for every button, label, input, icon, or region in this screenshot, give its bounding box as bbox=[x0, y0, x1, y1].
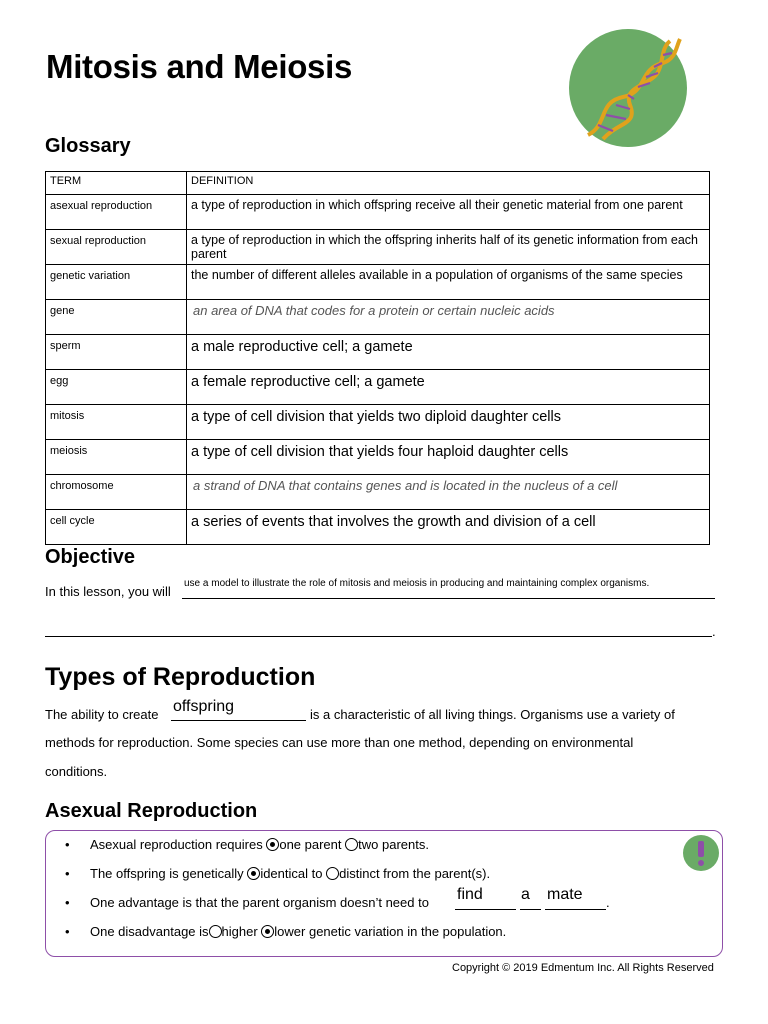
table-row bbox=[46, 195, 710, 230]
question-3 bbox=[65, 895, 429, 910]
question-2 bbox=[65, 866, 490, 881]
glossary-heading: Glossary bbox=[45, 135, 131, 157]
types-line2: methods for reproduction. Some species can use more than one method, depending on environmental bbox=[45, 735, 634, 750]
question-prefix: Asexual reproduction requires bbox=[90, 837, 263, 852]
question-prefix: One advantage is that the parent organism doesn’t need to bbox=[90, 895, 429, 910]
radio-two-parents[interactable] bbox=[345, 838, 358, 851]
answer-field-mate[interactable]: mate bbox=[547, 886, 583, 903]
table-row bbox=[46, 265, 710, 300]
asexual-heading: Asexual Reproduction bbox=[45, 800, 258, 822]
question-prefix: The offspring is genetically bbox=[90, 866, 244, 881]
table-row bbox=[46, 300, 710, 335]
table-row bbox=[46, 405, 710, 440]
table-row bbox=[46, 370, 710, 405]
objective-heading: Objective bbox=[45, 546, 136, 568]
radio-label: identical to bbox=[260, 866, 323, 881]
blank-line bbox=[545, 909, 606, 910]
question-end-mark: . bbox=[606, 895, 610, 910]
table-row bbox=[46, 510, 710, 545]
term-cell: asexual reproduction bbox=[46, 195, 187, 230]
definition-cell: a type of reproduction in which offspring receive all their genetic material from one parent bbox=[187, 195, 710, 230]
table-header-row bbox=[46, 172, 710, 195]
radio-label: higher bbox=[221, 924, 258, 939]
term-cell: egg bbox=[46, 370, 187, 405]
radio-distinct-from[interactable] bbox=[326, 867, 339, 880]
radio-label: two parents. bbox=[358, 837, 429, 852]
radio-identical-to[interactable] bbox=[247, 867, 260, 880]
radio-label: lower genetic variation in the population. bbox=[274, 924, 507, 939]
table-row bbox=[46, 440, 710, 475]
types-heading: Types of Reproduction bbox=[45, 663, 316, 691]
objective-second-line[interactable] bbox=[45, 636, 712, 637]
definition-column-header: DEFINITION bbox=[187, 172, 710, 195]
definition-cell: a type of reproduction in which the offspring inherits half of its genetic information from each parent bbox=[187, 230, 710, 265]
exclamation-icon bbox=[683, 835, 719, 871]
objective-answer-line bbox=[182, 598, 715, 599]
term-cell: meiosis bbox=[46, 440, 187, 475]
copyright-text: Copyright © 2019 Edmentum Inc. All Rights Reserved bbox=[452, 962, 714, 974]
term-cell: gene bbox=[46, 300, 187, 335]
table-row bbox=[46, 230, 710, 265]
term-cell: sperm bbox=[46, 335, 187, 370]
term-cell: genetic variation bbox=[46, 265, 187, 300]
term-column-header: TERM bbox=[46, 172, 187, 195]
radio-label: distinct from the parent(s). bbox=[339, 866, 491, 881]
blank-line bbox=[455, 909, 516, 910]
dna-icon bbox=[568, 27, 688, 149]
bullet: • bbox=[65, 866, 70, 881]
types-line1-before: The ability to create bbox=[45, 707, 159, 722]
definition-cell[interactable]: a type of cell division that yields two diploid daughter cells bbox=[187, 405, 710, 440]
objective-lead: In this lesson, you will bbox=[45, 584, 171, 599]
definition-cell: the number of different alleles available in a population of organisms of the same species bbox=[187, 265, 710, 300]
answer-field-a[interactable]: a bbox=[521, 886, 530, 903]
offspring-answer-field[interactable]: offspring bbox=[173, 698, 235, 715]
blank-line bbox=[171, 720, 306, 721]
definition-cell[interactable]: a male reproductive cell; a gamete bbox=[187, 335, 710, 370]
table-row bbox=[46, 335, 710, 370]
blank-line bbox=[520, 909, 541, 910]
answer-field-find[interactable]: find bbox=[457, 886, 483, 903]
types-line3: conditions. bbox=[45, 764, 108, 779]
question-1 bbox=[65, 837, 429, 852]
definition-cell[interactable]: a female reproductive cell; a gamete bbox=[187, 370, 710, 405]
term-cell: sexual reproduction bbox=[46, 230, 187, 265]
objective-end-mark: . bbox=[712, 624, 716, 639]
glossary-table bbox=[45, 171, 710, 545]
radio-one-parent[interactable] bbox=[266, 838, 279, 851]
types-line1-after: is a characteristic of all living things. Organisms use a variety of bbox=[310, 707, 675, 722]
radio-higher[interactable] bbox=[209, 925, 222, 938]
radio-lower[interactable] bbox=[261, 925, 274, 938]
radio-label: one parent bbox=[279, 837, 342, 852]
definition-cell[interactable]: an area of DNA that codes for a protein or certain nucleic acids bbox=[187, 300, 710, 335]
table-row bbox=[46, 475, 710, 510]
definition-cell[interactable]: a strand of DNA that contains genes and is located in the nucleus of a cell bbox=[187, 475, 710, 510]
definition-cell[interactable]: a series of events that involves the growth and division of a cell bbox=[187, 510, 710, 545]
definition-cell[interactable]: a type of cell division that yields four haploid daughter cells bbox=[187, 440, 710, 475]
objective-answer-field[interactable]: use a model to illustrate the role of mitosis and meiosis in producing and maintaining complex organisms. bbox=[184, 578, 650, 589]
term-cell: cell cycle bbox=[46, 510, 187, 545]
term-cell: mitosis bbox=[46, 405, 187, 440]
term-cell: chromosome bbox=[46, 475, 187, 510]
bullet: • bbox=[65, 924, 70, 939]
bullet: • bbox=[65, 895, 70, 910]
question-4 bbox=[65, 924, 506, 939]
question-prefix: One disadvantage is bbox=[90, 924, 209, 939]
page-title: Mitosis and Meiosis bbox=[46, 48, 353, 85]
bullet: • bbox=[65, 837, 70, 852]
